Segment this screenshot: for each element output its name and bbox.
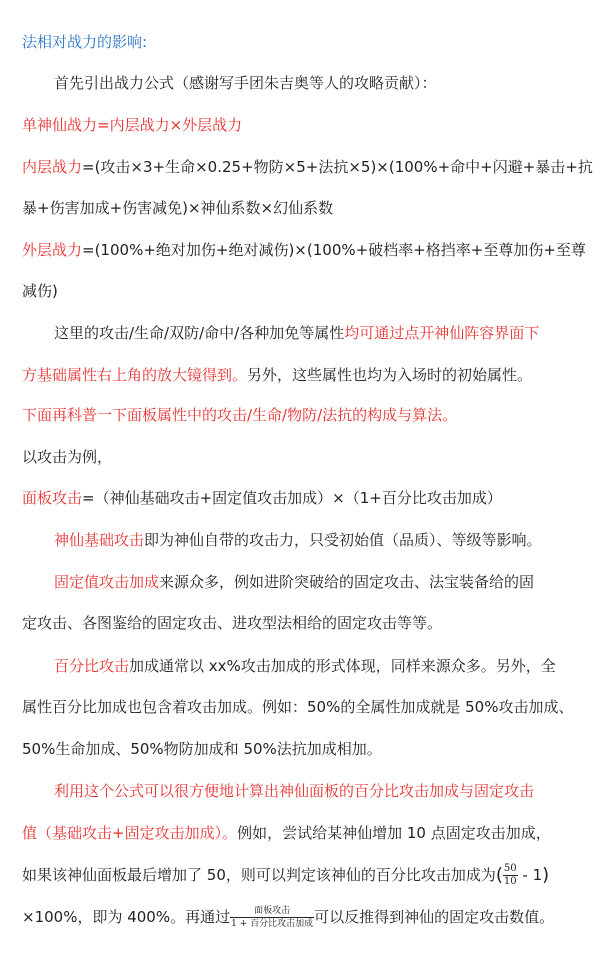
usage-line-1: 利用这个公式可以很方便地计算出神仙面板的百分比攻击加成与固定攻击	[54, 782, 535, 800]
usage-line-4-text: ×100%，即为 400%。再通过	[22, 908, 231, 926]
inner-label: 内层战力	[22, 158, 83, 176]
usage-text: 例如，尝试给某神仙增加 10 点固定攻击加成，	[237, 824, 551, 842]
base-text: 即为神仙自带的攻击力，只受初始值（品质）、等级等影响。	[144, 531, 542, 549]
pct-attack-line-1	[54, 656, 556, 676]
pct-attack-line-2: 属性百分比加成也包含着攻击加成。例如：50%的全属性加成就是 50%攻击加成、	[22, 698, 574, 716]
attribute-line-2	[22, 365, 532, 385]
fraction-numerator: 面板攻击	[230, 905, 314, 918]
inner-formula-text: =(攻击×3+生命×0.25+物防×5+法抗×5)×(100%+命中+闪避+暴击+抗	[82, 158, 593, 176]
ratio-fraction	[503, 863, 518, 888]
science-line: 下面再科普一下面板属性中的攻击/生命/物防/法抗的构成与算法。	[22, 406, 458, 424]
attribute-line-1	[54, 323, 539, 343]
fixed-attack-fraction	[230, 905, 314, 930]
usage-line-4-end: 可以反推得到神仙的固定攻击数值。	[314, 908, 555, 926]
open-paren: (	[495, 864, 503, 886]
attribute-highlight-2: 方基础属性右上角的放大镜得到。	[22, 366, 248, 384]
panel-formula	[22, 488, 502, 508]
fixed-attack-line-1	[54, 572, 534, 592]
close-paren: )	[542, 864, 550, 886]
minus-one: - 1	[517, 866, 543, 884]
usage-line-4	[22, 902, 554, 932]
inner-formula-line-1	[22, 157, 593, 177]
fixed-label: 固定值攻击加成	[54, 573, 160, 591]
ratio-numerator: 50	[503, 863, 517, 874]
pct-text: 加成通常以 xx%攻击加成的形式体现，同样来源众多。另外，全	[129, 657, 556, 675]
attribute-text: 这里的攻击/生命/双防/命中/各种加免等属性	[54, 324, 345, 342]
base-attack-line	[54, 530, 542, 550]
base-label: 神仙基础攻击	[54, 531, 145, 549]
panel-label: 面板攻击	[22, 489, 83, 507]
inner-formula-line-2: 暴+伤害加成+伤害减免)×神仙系数×幻仙系数	[22, 199, 334, 217]
usage-highlight: 值（基础攻击+固定攻击加成）。	[22, 824, 238, 842]
heading: 法相对战力的影响:	[22, 33, 148, 51]
fixed-text: 来源众多，例如进阶突破给的固定攻击、法宝装备给的固	[159, 573, 535, 591]
panel-formula-text: =（神仙基础攻击+固定值攻击加成）×（1+百分比攻击加成）	[82, 489, 502, 507]
outer-label: 外层战力	[22, 241, 83, 259]
intro-line: 首先引出战力公式（感谢写手团朱吉奥等人的攻略贡献）：	[54, 74, 437, 92]
pct-label: 百分比攻击	[54, 657, 130, 675]
attribute-text-2: 另外，这些属性也均为入场时的初始属性。	[247, 366, 533, 384]
attribute-highlight: 均可通过点开神仙阵容界面下	[344, 324, 540, 342]
example-line: 以攻击为例，	[22, 448, 113, 466]
pct-attack-line-3: 50%生命加成、50%物防加成和 50%法抗加成相加。	[22, 740, 382, 758]
usage-line-3-text: 如果该神仙面板最后增加了 50，则可以判定该神仙的百分比攻击加成为	[22, 866, 496, 884]
outer-formula-text: =(100%+绝对加伤+绝对减伤)×(100%+破档率+格挡率+至尊加伤+至尊	[82, 241, 586, 259]
usage-line-2	[22, 823, 551, 843]
outer-formula-line-1	[22, 240, 586, 260]
single-formula: 单神仙战力=内层战力×外层战力	[22, 116, 243, 134]
fixed-attack-line-2: 定攻击、各图鉴给的固定攻击、进攻型法相给的固定攻击等等。	[22, 614, 443, 632]
outer-formula-line-2: 减伤)	[22, 282, 58, 300]
fraction-denominator: 1 + 百分比攻击加成	[231, 919, 314, 929]
usage-line-3	[22, 860, 549, 891]
ratio-denominator: 10	[503, 876, 517, 887]
